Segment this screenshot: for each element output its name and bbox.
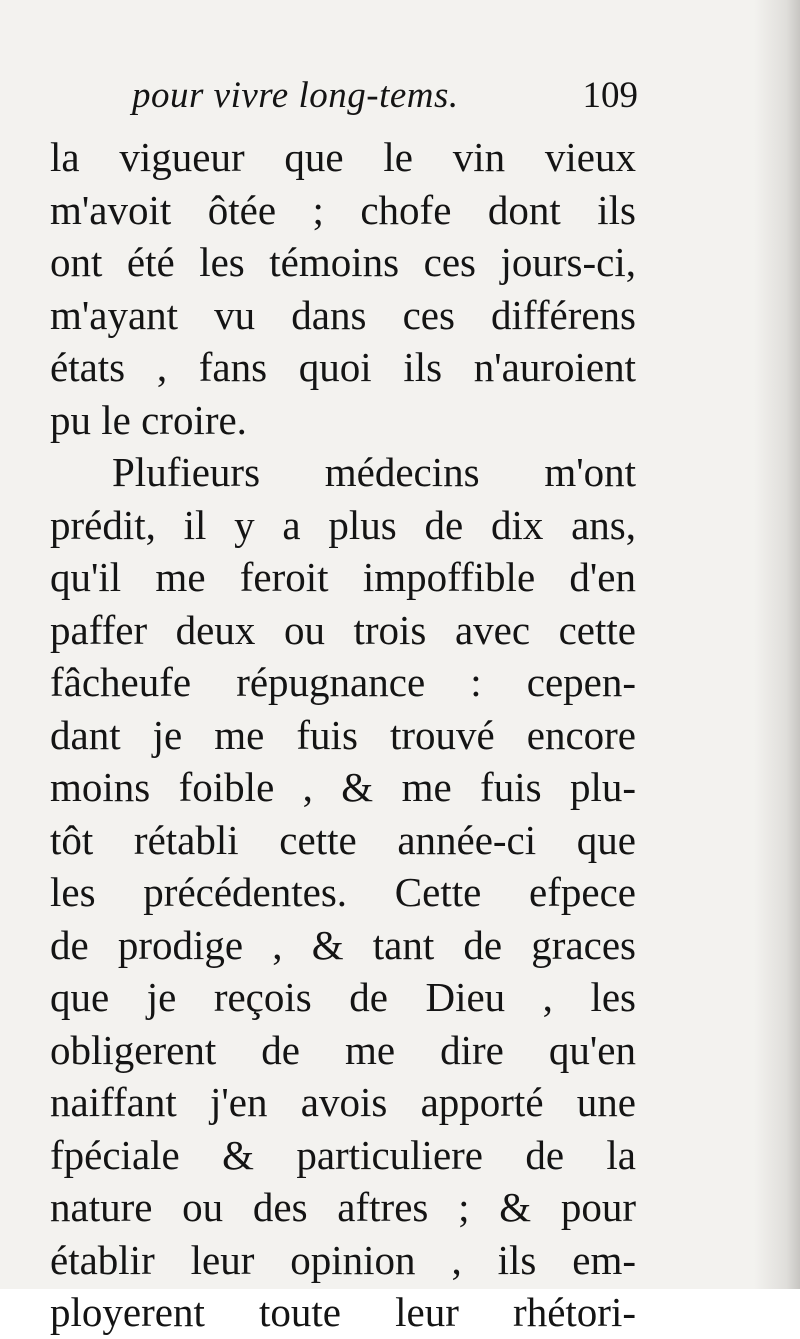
page-header [132,66,638,124]
text-line: paffer deux ou trois avec cette [50,606,636,653]
text-line: que je reçois de Dieu , les [50,974,636,1020]
text-line: prédit, il y a plus de dix ans, [50,501,636,548]
text-line: états , fans quoi ils n'auroient [50,344,636,390]
text-line: la vigueur que le vin vieux [50,134,636,180]
text-line: m'avoit ôtée ; chofe dont ils [50,186,636,233]
page-gutter-shadow [754,0,800,1289]
text-line: dant je me fuis trouvé encore [50,711,636,758]
text-line: obligerent de me dire qu'en [50,1026,636,1073]
paragraph-start-line: Plufieurs médecins m'ont [112,449,636,495]
text-line: de prodige , & tant de graces [50,921,636,968]
text-line: naiffant j'en avois apporté une [50,1079,636,1125]
text-line: fpéciale & particuliere de la [50,1131,636,1178]
text-line: nature ou des aftres ; & pour [50,1184,636,1230]
body-text [50,131,636,1339]
text-line: qu'il me feroit impoffible d'en [50,554,636,600]
text-line: m'ayant vu dans ces différens [50,291,636,338]
text-line: moins foible , & me fuis plu- [50,764,636,810]
text-line: fâcheufe répugnance : cepen- [50,659,636,705]
running-title: pour vivre long-tems. [132,75,459,116]
text-line: ployerent toute leur rhétori- [50,1289,636,1335]
page-number: 109 [582,75,638,116]
text-line: établir leur opinion , ils em- [50,1236,636,1283]
text-line: les précédentes. Cette efpece [50,869,636,915]
text-line: ont été les témoins ces jours-ci, [50,239,636,285]
text-line: pu le croire. [50,396,247,443]
text-line: tôt rétabli cette année-ci que [50,816,636,863]
